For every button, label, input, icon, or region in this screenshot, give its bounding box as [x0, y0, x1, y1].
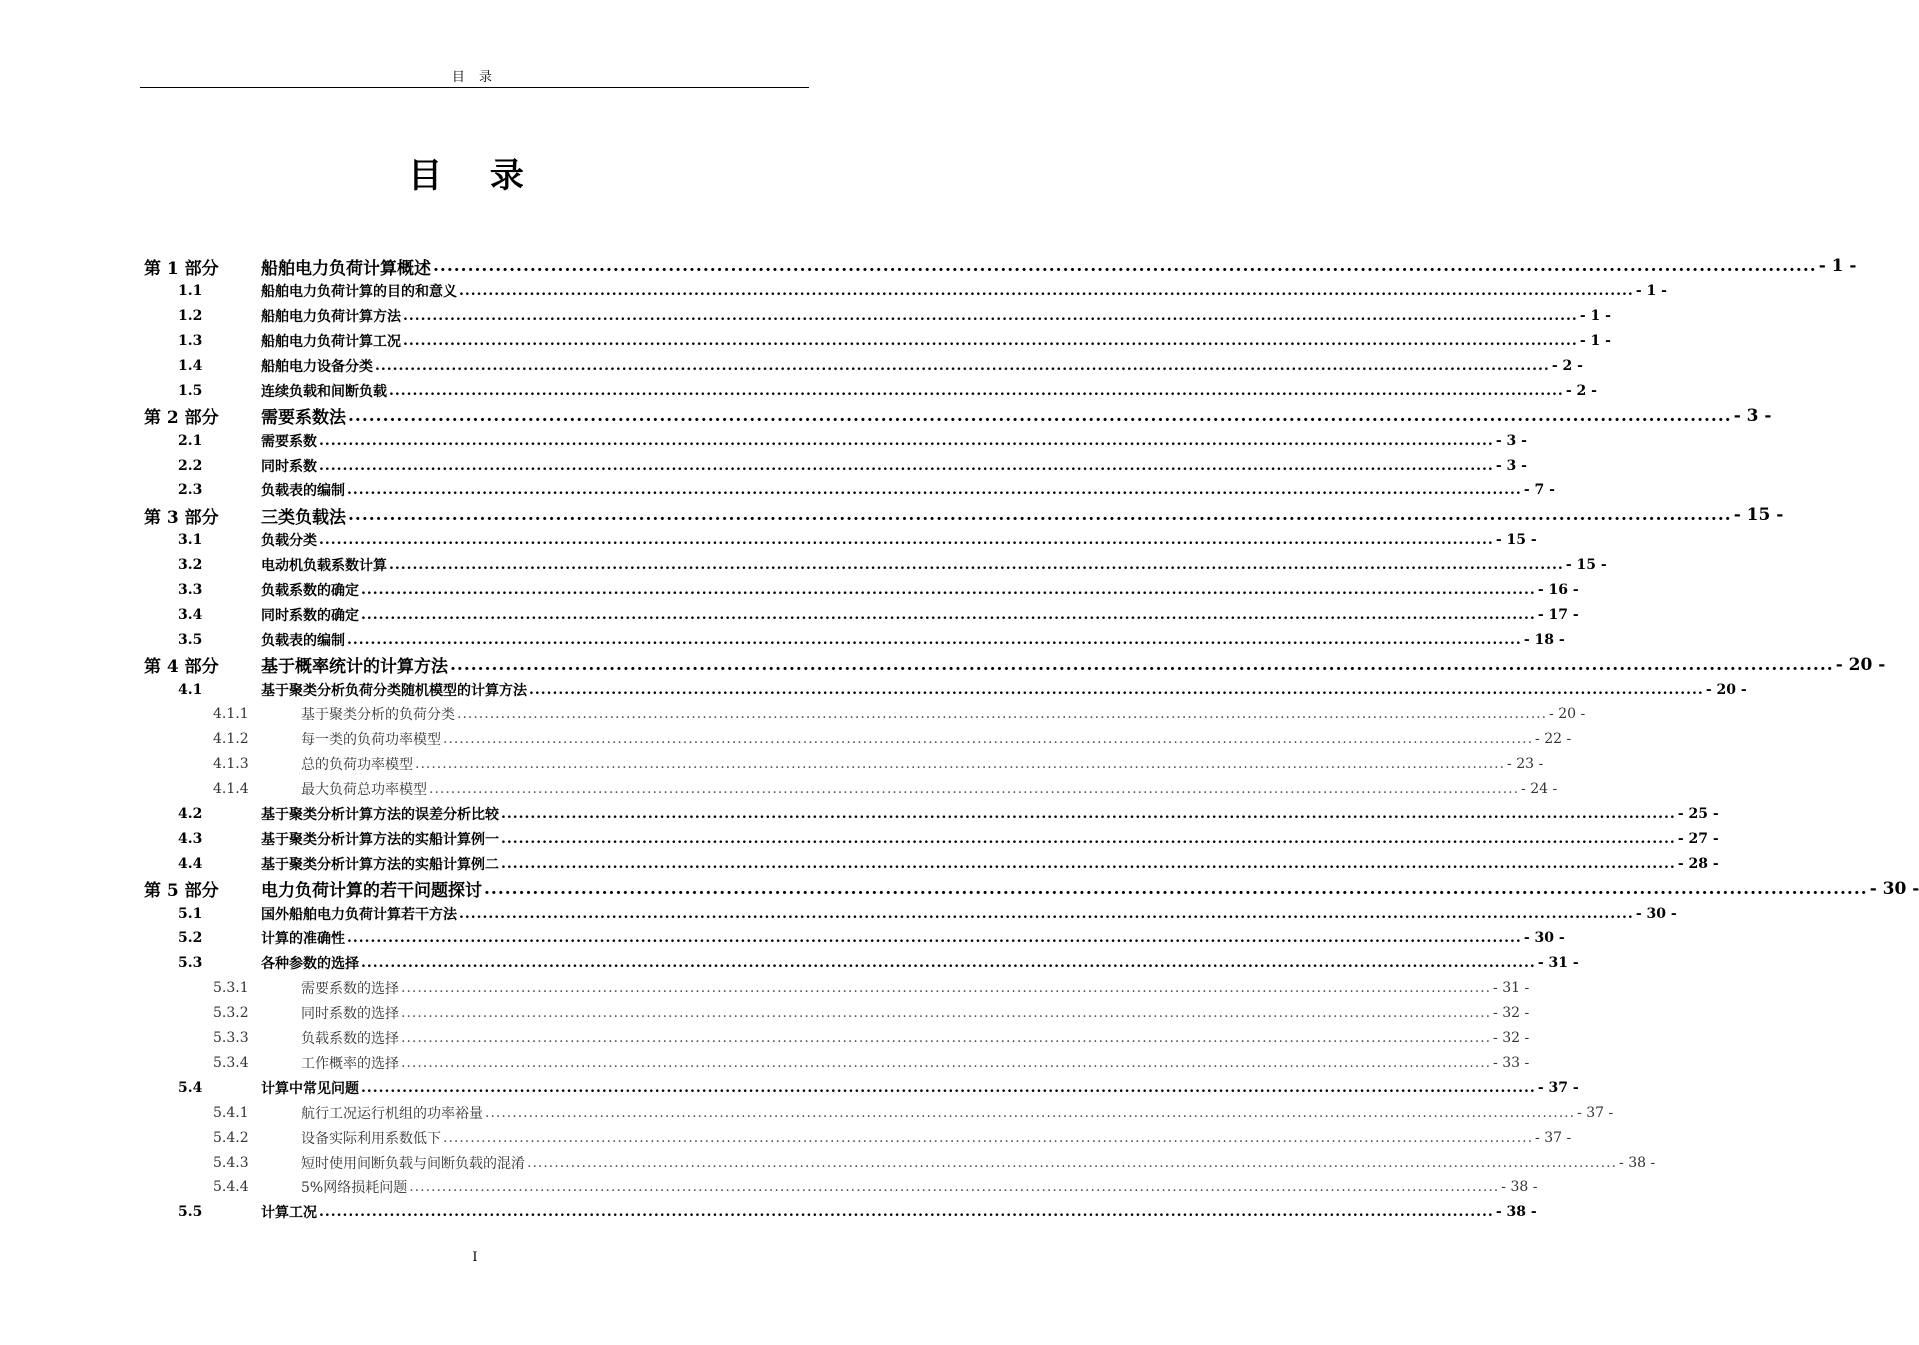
- toc-entry-number: 第 1 部分: [144, 258, 219, 279]
- toc-dot-leader: ........................................................................................................................................................................................................: [389, 557, 1564, 574]
- toc-entry[interactable]: [144, 851, 1719, 876]
- toc-entry-number: 第 3 部分: [144, 507, 219, 528]
- toc-entry-number: 4.1.1: [213, 706, 249, 723]
- toc-dot-leader: ........................................................................................................................................................................................................: [319, 1204, 1494, 1221]
- toc-entry-number: 5.2: [178, 930, 203, 947]
- toc-dot-leader: ........................................................................................................................................................................................................: [501, 830, 1676, 847]
- toc-entry-page: - 15 -: [1733, 505, 1784, 526]
- toc-entry-title: 基于聚类分析负荷分类随机模型的计算方法: [261, 682, 527, 699]
- toc-entry-number: 5.4.2: [213, 1129, 249, 1146]
- toc-entry-number: 第 4 部分: [144, 657, 219, 678]
- toc-entry[interactable]: [144, 1150, 1656, 1175]
- toc-entry-number: 5.4: [178, 1079, 203, 1096]
- toc-entry[interactable]: [144, 354, 1583, 379]
- toc-entry[interactable]: [144, 951, 1579, 976]
- toc-entry[interactable]: [144, 777, 1558, 802]
- toc-entry-page: - 15 -: [1565, 557, 1607, 574]
- toc-entry[interactable]: [144, 1125, 1572, 1150]
- toc-entry-number: 3.2: [178, 557, 203, 574]
- toc-dot-leader: ........................................................................................................................................................................................................: [485, 1104, 1576, 1121]
- toc-dot-leader: ........................................................................................................................................................................................................: [347, 482, 1522, 499]
- toc-entry-page: - 31 -: [1493, 980, 1530, 997]
- toc-entry-number: 4.2: [178, 806, 203, 823]
- toc-dot-leader: ........................................................................................................................................................................................................: [527, 1154, 1618, 1171]
- toc-entry-title: 船舶电力设备分类: [261, 359, 373, 375]
- toc-entry[interactable]: [144, 976, 1530, 1001]
- toc-entry[interactable]: [144, 279, 1667, 304]
- toc-dot-leader: ........................................................................................................................................................................................................: [443, 1129, 1534, 1146]
- toc-entry-title: 同时系数: [261, 458, 317, 475]
- toc-entry-title: 最大负荷总功率模型: [301, 782, 427, 799]
- toc-entry-number: 5.3.2: [213, 1005, 249, 1022]
- toc-entry-page: - 3 -: [1495, 457, 1527, 474]
- toc-entry-title: 计算工况: [261, 1205, 317, 1222]
- toc-entry-page: - 18 -: [1523, 631, 1565, 648]
- toc-dot-leader: ........................................................................................................................................................................................................: [415, 756, 1506, 773]
- toc-entry-number: 4.1.4: [213, 781, 249, 798]
- toc-entry[interactable]: [144, 752, 1544, 777]
- toc-entry-title: 负载表的编制: [261, 483, 345, 500]
- toc-entry[interactable]: [144, 378, 1597, 403]
- toc-entry[interactable]: [144, 1100, 1614, 1125]
- toc-entry[interactable]: [144, 1001, 1530, 1026]
- toc-entry-number: 4.1: [178, 681, 203, 698]
- toc-entry-title: 船舶电力负荷计算工况: [261, 334, 401, 351]
- toc-dot-leader: ........................................................................................................................................................................................................: [319, 457, 1494, 474]
- toc-entry-page: - 33 -: [1493, 1054, 1530, 1071]
- toc-entry-page: - 20 -: [1705, 681, 1747, 698]
- toc-entry[interactable]: [144, 528, 1537, 553]
- toc-entry-title: 工作概率的选择: [301, 1055, 399, 1072]
- toc-entry-number: 4.4: [178, 855, 203, 872]
- toc-entry-page: - 30 -: [1869, 878, 1919, 899]
- toc-entry-number: 4.1.3: [213, 756, 249, 773]
- toc-entry-page: - 22 -: [1535, 731, 1572, 748]
- toc-entry[interactable]: [144, 403, 1772, 429]
- toc-entry-number: 1.1: [178, 283, 203, 300]
- toc-dot-leader: ........................................................................................................................................................................................................: [361, 1079, 1536, 1096]
- toc-entry[interactable]: [144, 1051, 1530, 1076]
- toc-entry-title: 连续负载和间断负载: [261, 383, 387, 400]
- toc-entry[interactable]: [144, 1175, 1538, 1200]
- toc-dot-leader: ........................................................................................................................................................................................................: [347, 631, 1522, 648]
- toc-entry-number: 3.5: [178, 631, 203, 648]
- toc-entry-number: 4.1.2: [213, 731, 249, 748]
- toc-entry-page: - 32 -: [1493, 1030, 1530, 1047]
- toc-entry-page: - 15 -: [1495, 532, 1537, 549]
- toc-entry-page: - 1 -: [1579, 308, 1611, 325]
- toc-dot-leader: ........................................................................................................................................................................................................: [433, 256, 1817, 277]
- toc-entry-title: 每一类的负荷功率模型: [301, 732, 441, 749]
- toc-entry-number: 3.4: [178, 606, 203, 623]
- page-number: I: [472, 1250, 478, 1265]
- toc-entry-page: - 38 -: [1501, 1179, 1538, 1196]
- toc-entry-title: 基于聚类分析计算方法的误差分析比较: [261, 807, 499, 824]
- toc-entry-page: - 27 -: [1677, 830, 1719, 847]
- table-of-contents: [144, 254, 1919, 1225]
- toc-dot-leader: ........................................................................................................................................................................................................: [450, 654, 1834, 675]
- toc-entry-number: 5.4.4: [213, 1179, 249, 1196]
- toc-entry-title: 三类负载法: [261, 507, 346, 528]
- toc-entry-number: 4.3: [178, 830, 203, 847]
- toc-entry[interactable]: [144, 1075, 1579, 1100]
- toc-dot-leader: ........................................................................................................................................................................................................: [459, 905, 1634, 922]
- toc-entry-page: - 32 -: [1493, 1005, 1530, 1022]
- toc-dot-leader: ........................................................................................................................................................................................................: [401, 1005, 1492, 1022]
- toc-entry[interactable]: [144, 826, 1719, 851]
- toc-entry[interactable]: [144, 602, 1579, 627]
- toc-entry-page: - 31 -: [1537, 955, 1579, 972]
- toc-entry-page: - 23 -: [1507, 756, 1544, 773]
- toc-dot-leader: ........................................................................................................................................................................................................: [401, 1030, 1492, 1047]
- toc-entry-title: 总的负荷功率模型: [301, 757, 413, 774]
- toc-dot-leader: ........................................................................................................................................................................................................: [403, 308, 1578, 325]
- toc-entry-page: - 25 -: [1677, 806, 1719, 823]
- toc-entry-number: 5.3: [178, 955, 203, 972]
- toc-dot-leader: ........................................................................................................................................................................................................: [347, 930, 1522, 947]
- toc-entry-number: 5.3.3: [213, 1030, 249, 1047]
- toc-entry-page: - 28 -: [1677, 855, 1719, 872]
- toc-entry-title: 电动机负载系数计算: [261, 558, 387, 575]
- toc-entry-page: - 2 -: [1551, 358, 1583, 374]
- toc-dot-leader: ........................................................................................................................................................................................................: [501, 855, 1676, 872]
- toc-entry-page: - 1 -: [1635, 283, 1667, 300]
- toc-entry-title: 设备实际利用系数低下: [301, 1130, 441, 1147]
- toc-entry-title: 航行工况运行机组的功率裕量: [301, 1105, 483, 1122]
- toc-entry[interactable]: [144, 652, 1886, 678]
- running-header: 目 录: [451, 70, 498, 85]
- toc-dot-leader: ........................................................................................................................................................................................................: [403, 333, 1578, 350]
- toc-entry-number: 5.1: [178, 905, 203, 922]
- toc-entry-title: 需要系数: [261, 433, 317, 450]
- toc-dot-leader: ........................................................................................................................................................................................................: [429, 781, 1520, 798]
- toc-entry-page: - 37 -: [1535, 1129, 1572, 1146]
- toc-dot-leader: ........................................................................................................................................................................................................: [375, 358, 1550, 374]
- toc-entry-page: - 38 -: [1495, 1204, 1537, 1221]
- toc-entry-title: 船舶电力负荷计算概述: [261, 258, 431, 279]
- toc-entry-number: 第 2 部分: [144, 408, 219, 429]
- toc-entry-number: 5.4.1: [213, 1104, 249, 1121]
- toc-dot-leader: ........................................................................................................................................................................................................: [348, 405, 1732, 426]
- toc-entry-title: 负载分类: [261, 533, 317, 550]
- toc-entry[interactable]: [144, 901, 1677, 926]
- toc-entry[interactable]: [144, 304, 1611, 329]
- toc-dot-leader: ........................................................................................................................................................................................................: [361, 955, 1536, 972]
- toc-entry-title: 基于概率统计的计算方法: [261, 657, 448, 678]
- toc-dot-leader: ........................................................................................................................................................................................................: [484, 878, 1868, 899]
- toc-entry[interactable]: [144, 553, 1607, 578]
- toc-entry-title: 船舶电力负荷计算方法: [261, 309, 401, 326]
- toc-entry[interactable]: [144, 926, 1565, 951]
- toc-entry[interactable]: [144, 578, 1579, 603]
- toc-entry[interactable]: [144, 677, 1747, 702]
- toc-entry-title: 基于聚类分析计算方法的实船计算例一: [261, 831, 499, 848]
- toc-entry-number: 5.5: [178, 1204, 203, 1221]
- toc-entry-page: - 1 -: [1818, 256, 1857, 277]
- toc-entry-number: 1.4: [178, 358, 203, 374]
- toc-dot-leader: ........................................................................................................................................................................................................: [348, 505, 1732, 526]
- toc-entry-title: 同时系数的确定: [261, 607, 359, 624]
- toc-entry-title: 负载系数的确定: [261, 583, 359, 600]
- toc-dot-leader: ........................................................................................................................................................................................................: [443, 731, 1534, 748]
- toc-entry[interactable]: [144, 702, 1586, 727]
- toc-entry[interactable]: [144, 478, 1555, 503]
- toc-dot-leader: ........................................................................................................................................................................................................: [319, 432, 1494, 449]
- toc-dot-leader: ........................................................................................................................................................................................................: [501, 806, 1676, 823]
- page-title: 目 录: [408, 156, 542, 196]
- toc-entry[interactable]: [144, 876, 1919, 902]
- toc-entry-page: - 30 -: [1635, 905, 1677, 922]
- toc-entry-page: - 2 -: [1565, 382, 1597, 399]
- toc-entry-title: 基于聚类分析的负荷分类: [301, 707, 455, 724]
- header-rule: [140, 87, 809, 88]
- toc-entry[interactable]: [144, 503, 1784, 528]
- toc-entry-number: 2.2: [178, 457, 203, 474]
- toc-entry-title: 基于聚类分析计算方法的实船计算例二: [261, 856, 499, 873]
- toc-entry-page: - 7 -: [1523, 482, 1555, 499]
- toc-entry-title: 船舶电力负荷计算的目的和意义: [261, 284, 457, 301]
- toc-entry-title: 各种参数的选择: [261, 956, 359, 973]
- toc-entry-number: 3.3: [178, 582, 203, 599]
- toc-entry[interactable]: [144, 453, 1527, 478]
- toc-entry[interactable]: [144, 1026, 1530, 1051]
- toc-dot-leader: ........................................................................................................................................................................................................: [409, 1179, 1500, 1196]
- toc-dot-leader: ........................................................................................................................................................................................................: [361, 606, 1536, 623]
- toc-entry[interactable]: [144, 329, 1611, 354]
- toc-dot-leader: ........................................................................................................................................................................................................: [319, 532, 1494, 549]
- toc-entry-number: 5.3.4: [213, 1054, 249, 1071]
- toc-entry-page: - 37 -: [1537, 1079, 1579, 1096]
- toc-entry-number: 第 5 部分: [144, 881, 219, 902]
- toc-entry-title: 负载系数的选择: [301, 1031, 399, 1048]
- toc-entry[interactable]: [144, 428, 1527, 453]
- toc-entry-page: - 37 -: [1577, 1104, 1614, 1121]
- toc-entry-title: 负载表的编制: [261, 632, 345, 649]
- toc-dot-leader: ........................................................................................................................................................................................................: [459, 283, 1634, 300]
- toc-entry-page: - 24 -: [1521, 781, 1558, 798]
- toc-dot-leader: ........................................................................................................................................................................................................: [361, 582, 1536, 599]
- toc-entry[interactable]: [144, 254, 1857, 279]
- toc-entry-title: 需要系数的选择: [301, 981, 399, 998]
- toc-dot-leader: ........................................................................................................................................................................................................: [389, 382, 1564, 399]
- toc-entry-number: 3.1: [178, 532, 203, 549]
- toc-entry[interactable]: [144, 627, 1565, 652]
- toc-entry-title: 需要系数法: [261, 408, 346, 429]
- toc-entry-title: 计算的准确性: [261, 931, 345, 948]
- toc-entry[interactable]: [144, 727, 1572, 752]
- toc-entry-number: 5.4.3: [213, 1154, 249, 1171]
- toc-entry-title: 国外船舶电力负荷计算若干方法: [261, 906, 457, 923]
- toc-entry-number: 5.3.1: [213, 980, 249, 997]
- toc-dot-leader: ........................................................................................................................................................................................................: [529, 681, 1704, 698]
- toc-entry-page: - 30 -: [1523, 930, 1565, 947]
- toc-entry-number: 2.3: [178, 482, 203, 499]
- toc-entry-number: 2.1: [178, 432, 203, 449]
- toc-dot-leader: ........................................................................................................................................................................................................: [457, 706, 1548, 723]
- toc-entry-title: 计算中常见问题: [261, 1080, 359, 1097]
- toc-entry-page: - 3 -: [1733, 405, 1772, 426]
- toc-entry[interactable]: [144, 802, 1719, 827]
- toc-entry-title: 短时使用间断负载与间断负载的混淆: [301, 1155, 525, 1172]
- toc-entry-page: - 1 -: [1579, 333, 1611, 350]
- toc-entry-title: 电力负荷计算的若干问题探讨: [261, 881, 482, 902]
- toc-entry-number: 1.2: [178, 308, 203, 325]
- toc-entry-page: - 38 -: [1619, 1154, 1656, 1171]
- toc-entry-page: - 3 -: [1495, 432, 1527, 449]
- toc-entry[interactable]: [144, 1200, 1537, 1225]
- toc-entry-page: - 16 -: [1537, 582, 1579, 599]
- toc-entry-title: 同时系数的选择: [301, 1006, 399, 1023]
- toc-entry-page: - 20 -: [1549, 706, 1586, 723]
- toc-dot-leader: ........................................................................................................................................................................................................: [401, 1054, 1492, 1071]
- toc-entry-page: - 17 -: [1537, 606, 1579, 623]
- toc-entry-number: 1.5: [178, 382, 203, 399]
- toc-entry-number: 1.3: [178, 333, 203, 350]
- toc-entry-title: 5%网络损耗问题: [301, 1180, 408, 1197]
- toc-dot-leader: ........................................................................................................................................................................................................: [401, 980, 1492, 997]
- toc-entry-page: - 20 -: [1835, 654, 1886, 675]
